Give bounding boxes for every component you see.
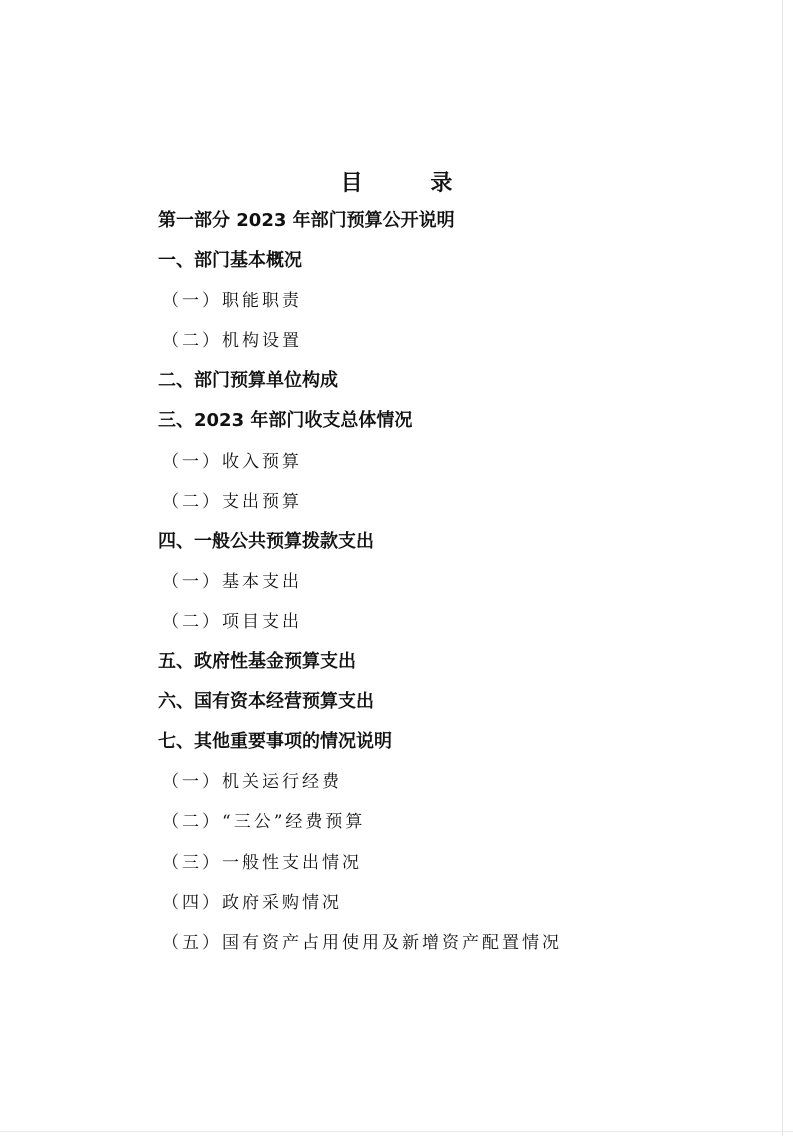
toc-heading-section-7: 七、其他重要事项的情况说明 [158,731,392,753]
toc-subitem: （一）收入预算 [162,451,302,472]
toc-subitem: （三）一般性支出情况 [162,852,362,873]
toc-subitem: （二）项目支出 [162,611,302,632]
toc-title: 目 录 [340,171,483,196]
toc-subitem: （二）机构设置 [162,331,302,352]
toc-heading-part-one: 第一部分 2023 年部门预算公开说明 [158,210,455,231]
toc-heading-section-2: 二、部门预算单位构成 [158,370,338,392]
toc-heading-section-6: 六、国有资本经营预算支出 [158,691,374,713]
toc-heading-section-1: 一、部门基本概况 [158,250,302,272]
toc-subitem: （一）职能职责 [162,291,302,312]
toc-subitem: （二）“三公”经费预算 [162,812,366,833]
toc-subitem: （一）基本支出 [162,571,302,592]
toc-heading-section-5: 五、政府性基金预算支出 [158,651,356,673]
toc-list [158,204,758,966]
scan-edge-bottom [0,1131,793,1132]
toc-subitem: （二）支出预算 [162,491,302,512]
toc-subitem: （四）政府采购情况 [162,892,342,913]
toc-subitem: （五）国有资产占用使用及新增资产配置情况 [162,932,562,953]
toc-heading-section-3: 三、2023 年部门收支总体情况 [158,410,413,432]
toc-heading-section-4: 四、一般公共预算拨款支出 [158,530,374,552]
toc-subitem: （一）机关运行经费 [162,772,342,793]
